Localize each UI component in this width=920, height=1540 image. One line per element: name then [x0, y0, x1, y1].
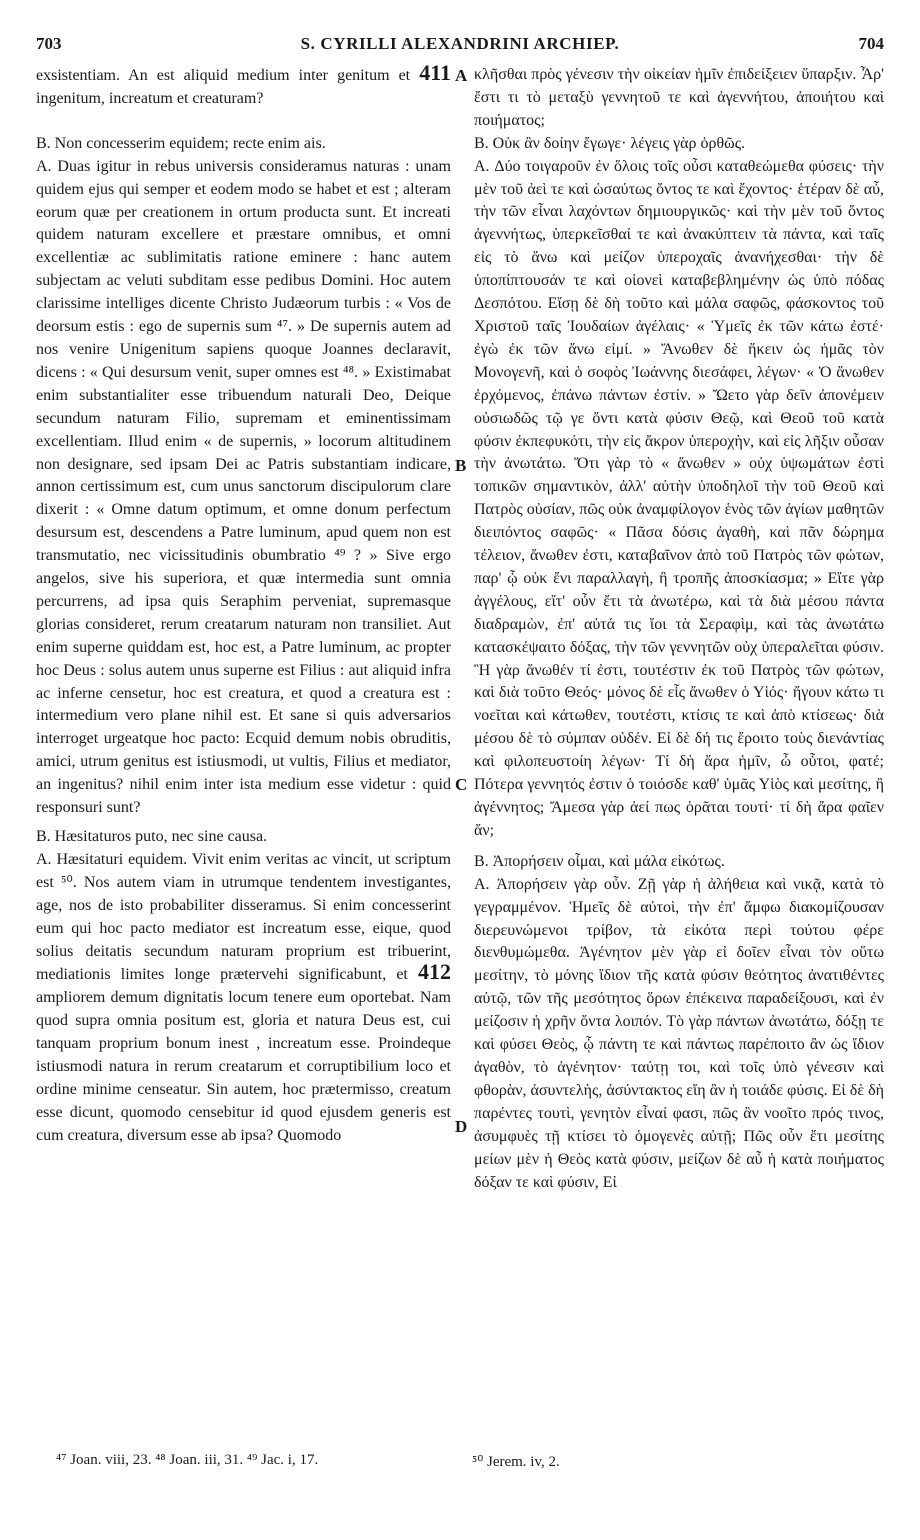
- latin-paragraph: B. Hæsitaturos puto, nec sine causa.: [36, 828, 268, 845]
- latin-paragraph: A. Duas igitur in rebus universis consideramus naturas : unam quidem ejus qui semper et eodem modo se habet et est ; alteram eorum quæ per creationem in ortum producta sunt. Et increati quidem naturam excellere et præstare omnibus, et omni excellentiæ ac sublimitatis ratione eminere : hanc autem subjectam ac veluti subditam esse pedibus Domini. Hoc autem clarissime intelliges dicente Christo Judæorum turbis : « Vos de deorsum estis : ego de supernis sum ⁴⁷. » De supernis autem ad nos venire Unigenitum sapiens quoque Joannes declaravit, dicens : « Qui desursum venit, super omnes est ⁴⁸. » Existimabat enim substantialiter esse tribuendum naturali Deo, Deique secundum naturam Filio, supremam et eminentissimam excellentiam. Illud enim « de supernis, » locorum altitudinem non designare, sed ipsam Dei ac Patris substantiam indicare, annon certissimum est, cum unus sanctorum discipulorum clare dixerit : « Omne datum optimum, et omne donum perfectum desursum est, descendens a Patre luminum, apud quem non est transmutatio, nec vicissitudinis obumbratio ⁴⁹ ? » Sive ergo angelos, sive his superiora, et quæ intermedia sunt omnia percurrens, ad ipsa quis Seraphim perveniat, supremasque glorias consideret, rerum creatarum naturam non transiliet. Aut enim superne quiddam est, hoc est, a Patre luminum, ac propter hoc Deus : solus autem unus superne est Filius : aut aliquid infra ac inferne censetur, hoc est creatura, et quod a creatura est : intermedium vero plane nihil est. Et sane si quis adversarios interroget urgeatque hoc pacto: Ecquid demum nobis obruditis, amici, utrum genitus est istiusmodi, ut vultis, Filius et mediator, an ingenitus? nihil enim inter ista medium esse videtur : quid responsuri sunt?: [36, 157, 451, 817]
- greek-paragraph: B. Ἀπορήσειν οἶμαι, καὶ μάλα εἰκότως.: [474, 852, 725, 870]
- latin-text: exsistentiam. An est aliquid medium inter genitum et: [36, 67, 420, 84]
- column-number: 412: [418, 959, 451, 985]
- footnotes-left: ⁴⁷ Joan. viii, 23. ⁴⁸ Joan. iii, 31. ⁴⁹ Jac. i, 17.: [56, 1452, 319, 1468]
- section-marker-b: B: [455, 456, 467, 475]
- greek-column: [474, 64, 884, 1194]
- running-title: S. CYRILLI ALEXANDRINI ARCHIEP.: [300, 34, 620, 53]
- greek-paragraph: A. Ἀπορήσειν γὰρ οὖν. Ζῇ γὰρ ἡ ἀλήθεια καὶ νικᾷ, κατὰ τὸ γεγραμμένον. Ἡμεῖς δὲ αὐτοὶ, τὴν ἐπ' ἄμφω διακομίζουσαν διερευνώμενοι τρίβον, τὰ εἰκότα περὶ τούτου φέρε διενθυμώμεθα. Ἀγένητον μὲν γὰρ εἰ δοῖεν εἶναι τὸν οὕτω μεσίτην, τὸ μόνης ἴδιον τῆς κατὰ φύσιν θεότητος ἀνατιθέντες αὐτῷ, τῶν τῆς μεσότητος ὅρων ἐπέκεινα παραδείξουσι, καὶ ἐν μείζοσιν ἡ χρῆν ὄντα λοιπόν. Τὸ γὰρ πάντων ἀνωτάτω, δόξῃ τε καὶ φύσει Θεὸς, ᾧ πάντη τε καὶ πάντως παρέποιτο ἂν ὡς ἴδιον ἀγαθὸν, τὸ ἀγένητον· ταύτῃ τοι, καὶ τοῖς ὑπὸ γένεσιν καὶ φθορὰν, ἀσυντελὴς, ἀσύντακτος εἴη ἂν ἡ τοιάδε φύσις. Εἰ δὲ δὴ παρέντες τουτὶ, γενητὸν εἶναί φασι, πῶς ἂν νοοῖτο πρός τινος, ἀσυμφυὲς τῇ κτίσει τὸ ὁμογενὲς αὐτῇ; Πῶς οὖν ἔτι μεσίτης μείων μὲν ἡ Θεὸς κατὰ φύσιν, μείζων δὲ αὖ ἡ κατὰ ποιήματος δόξαν τε καὶ φύσιν, Εἰ: [474, 875, 884, 1191]
- latin-paragraph: [36, 60, 451, 111]
- section-marker-a: A: [455, 66, 468, 85]
- latin-paragraph: [36, 849, 451, 1148]
- greek-paragraph: κλῆσθαι πρὸς γένεσιν τὴν οἰκείαν ἡμῖν ἐπιδείξειεν ὕπαρξιν. Ἆρ' ἔστι τι τὸ μεταξὺ γεννητοῦ τε καὶ ἀγεννήτου, ἀποιήτου καὶ ποιήματος;: [474, 66, 884, 129]
- latin-text: A. Hæsitaturi equidem. Vivit enim veritas ac vincit, ut scriptum est ⁵⁰. Nos autem viam in utrumque tendentem investigantes, age, nos de isto probabiliter disseramus. Si enim concesserint eum qui hoc pacto mediator est increatum esse, eique, quod solius deitatis secundum naturam proprium est tribuerint, mediationis limites longe prætervehi significabunt, et: [36, 850, 451, 984]
- latin-text: ampliorem demum dignitatis locum tenere eum oportebat. Nam quod supra omnia positum est, gloria et natura Deus est, cui tanquam proprium bonum inest , increatum esse. Proindeque istiusmodi natura in rerum creatarum et corruptibilium loco et ordine minime censeatur. Sin autem, hoc prætermisso, creatum esse dicunt, quomodo censebitur id quod ejusdem generis est cum creatura, diversum esse ab ipsa? Quomodo: [36, 989, 451, 1144]
- section-marker-d: D: [455, 1117, 468, 1136]
- footnotes-right: ⁵⁰ Jerem. iv, 2.: [472, 1454, 560, 1470]
- latin-paragraph: B. Non concesserim equidem; recte enim ais.: [36, 134, 326, 152]
- section-marker-c: C: [455, 775, 468, 794]
- greek-paragraph: B. Οὐκ ἂν δοίην ἔγωγε· λέγεις γὰρ ὀρθῶς.: [474, 134, 746, 152]
- greek-paragraph: A. Δύο τοιγαροῦν ἐν ὅλοις τοῖς οὖσι καταθεώμεθα φύσεις· τὴν μὲν τοῦ ἀεὶ τε καὶ ὡσαύτως ὄντος τε καὶ ἔχοντος· ἑτέραν δὲ αὖ, τὴν τῶν εἶναι λαχόντων δημιουργικῶς· καὶ τὴν μὲν τοῦ ὄντος ἀγεννήτως, ὑπερκεῖσθαί τε καὶ ἀνακύπτειν τὰ πάντα, καὶ ταῖς εἰς τὸ ἄνω καὶ μείζον ὑπεροχαῖς ἀνανήχεσθαι· τὴν δὲ ὑποπίπτουσάν τε καὶ οἱονεὶ καταβεβλημένην ὡς ὑπὸ πόδας Δεσπότου. Εἴσῃ δὲ δὴ τοῦτο καὶ μάλα σαφῶς, φάσκοντος τοῦ Χριστοῦ ταῖς Ἰουδαίων ἀγέλαις· « Ὑμεῖς ἐκ τῶν κάτω ἐστέ· ἐγὼ ἐκ τῶν ἄνω εἰμί. » Ἄνωθεν δὲ ἥκειν ὡς ἡμᾶς τὸν Μονογενῆ, καὶ ὁ σοφὸς Ἰωάννης διεσάφει, λέγων· « Ὁ ἄνωθεν ἐρχόμενος, ἐπάνω πάντων ἐστίν. » Ὤετο γὰρ δεῖν ἀπονέμειν οὐσιωδῶς τῷ γε ὄντι κατὰ φύσιν Θεῷ, καὶ Θεοῦ τοῦ κατὰ φύσιν ἐκπεφυκότι, τὴν εἰς ἄκρον ὑπεροχὴν, καὶ εἰς λῆξιν οὖσαν τὴν ἀνωτάτω. Ὅτι γὰρ τὸ « ἄνωθεν » οὐχ ὑψωμάτων ἐστὶ τοπικῶν σημαντικὸν, ἀλλ' αὐτὴν ὑποδηλοῖ τὴν τοῦ Θεοῦ καὶ Πατρὸς οὐσίαν, πῶς οὐκ ἀναμφίλογον ἑνὸς τῶν ἁγίων μαθητῶν διειπόντος σαφῶς· « Πᾶσα δόσις ἀγαθὴ, καὶ πᾶν δώρημα τέλειον, ἄνωθεν ἐστι, καταβαῖνον ἀπὸ τοῦ Πατρὸς τῶν φώτων, παρ' ᾧ οὐκ ἔνι παραλλαγὴ, ἢ τροπῆς ἀποσκίασμα; » Εἴτε γὰρ ἀγγέλους, εἴτ' οὖν ἔτι τὰ ἀνωτέρω, καὶ τὰ διὰ μέσου πάντα διαδραμὼν, ἐπ' αὐτά τις ἴοι τὰ Σεραφὶμ, καὶ τὰς ἀνωτάτω κατασκέψαιτο δόξας, τὴν τῶν γεννητῶν οὐχ ὑπεραλεῖται φύσιν. Ἢ γὰρ ἄνωθέν τί ἐστι, τουτέστιν ἐκ τοῦ Πατρὸς τῶν φώτων, καὶ διὰ τοῦτο Θεός· μόνος δὲ εἷς ἄνωθεν ὁ Υἱός· ἤγουν κάτω τι νοεῖται καὶ κάτωθεν, τουτέστι, κτίσις τε καὶ ἀπὸ κτίσεως· διὰ μέσου δὲ τὸ σύμπαν οὐδέν. Εἰ δὲ δή τις ἔροιτο τοὺς διενάντίας καὶ φιλοπευστοίη λέγων· Τί δὴ ἄρα ἡμῖν, ὦ οὗτοι, φατέ; Πότερα γεννητός ἐστιν ὁ τοιόσδε καθ' ὑμᾶς Υἱὸς καὶ μεσίτης, ἢ ἀγέννητος; Ἄμεσα γὰρ ἀεί πως ὁρᾶται τουτί· τί δὴ ἄρα φαῖεν ἄν;: [474, 157, 884, 839]
- column-number: 411: [419, 60, 451, 85]
- page-number-right: 704: [858, 34, 884, 53]
- latin-column: [36, 60, 451, 1148]
- latin-text: ingenitum, increatum et creaturam?: [36, 89, 264, 107]
- page-header: [36, 34, 884, 58]
- page-number-left: 703: [36, 34, 62, 53]
